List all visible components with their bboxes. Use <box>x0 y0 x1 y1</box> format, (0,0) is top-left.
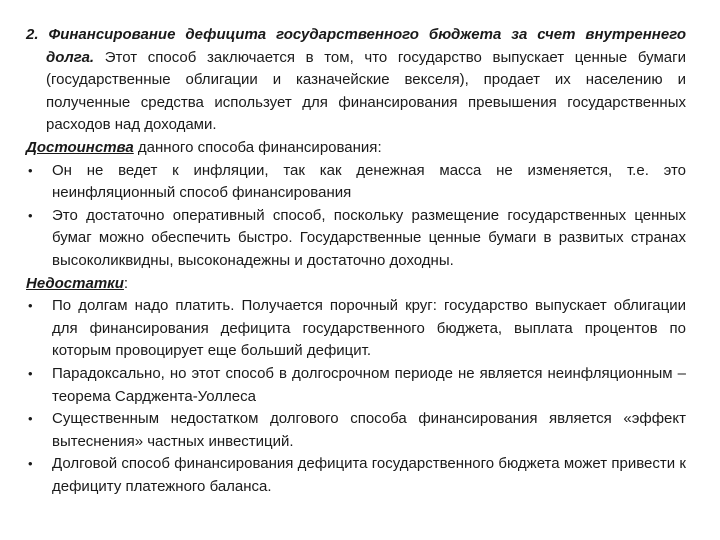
disadvantages-title <box>26 273 686 296</box>
section-heading-body: Этот способ заключается в том, что государство выпускает ценные бумаги (государственные облигации и казначейские векселя), продает их населению и полученные средства использует для финансирования превышения государственных расходов над доходами. <box>46 48 686 134</box>
disadvantages-title-colon: : <box>123 274 129 292</box>
bullet-icon: • <box>28 456 33 472</box>
advantages-title-colon: : <box>377 138 382 156</box>
slide-content <box>26 24 686 498</box>
list-item-text: Это достаточно оперативный способ, поскольку размещение государственных ценных бумаг можно обеспечить быстро. Государственные ценные бумаги в развитых странах высоколиквидны, высоконадежны и достаточно доходны. <box>52 206 686 269</box>
section-heading-paragraph <box>26 24 686 137</box>
disadvantages-title-keyword: Недостатки <box>26 274 124 292</box>
bullet-icon: • <box>28 298 33 314</box>
bullet-icon: • <box>28 411 33 427</box>
list-item-text: Он не ведет к инфляции, так как денежная масса не изменяется, т.е. это неинфляционный способ финансирования <box>52 161 686 202</box>
advantages-title-rest: данного способа финансирования <box>133 138 378 156</box>
disadvantages-list <box>26 295 686 498</box>
list-item <box>26 205 686 273</box>
list-item <box>26 363 686 408</box>
advantages-list <box>26 160 686 273</box>
list-item <box>26 160 686 205</box>
list-item-text: Долговой способ финансирования дефицита государственного бюджета может привести к дефициту платежного баланса. <box>52 455 686 495</box>
list-item-text: Парадоксально, но этот способ в долгосрочном периоде не является неинфляционным – теорема Сарджента-Уоллеса <box>52 364 686 405</box>
bullet-icon: • <box>28 365 33 381</box>
list-item <box>26 408 686 453</box>
bullet-icon: • <box>28 207 33 223</box>
bullet-icon: • <box>28 162 33 178</box>
list-item <box>26 295 686 363</box>
advantages-title <box>26 137 686 160</box>
list-item-text: Существенным недостатком долгового способа финансирования является «эффект вытеснения» частных инвестиций. <box>52 410 686 450</box>
advantages-title-keyword: Достоинства <box>26 138 134 156</box>
list-item-text: По долгам надо платить. Получается порочный круг: государство выпускает облигации для финансирования дефицита государственного бюджета, выплата процентов по которым провоцирует еще больший дефицит. <box>52 297 686 360</box>
list-item <box>26 453 686 498</box>
section-heading-title: 2. Финансирование дефицита государственного бюджета за счет внутреннего долга. <box>26 26 686 66</box>
